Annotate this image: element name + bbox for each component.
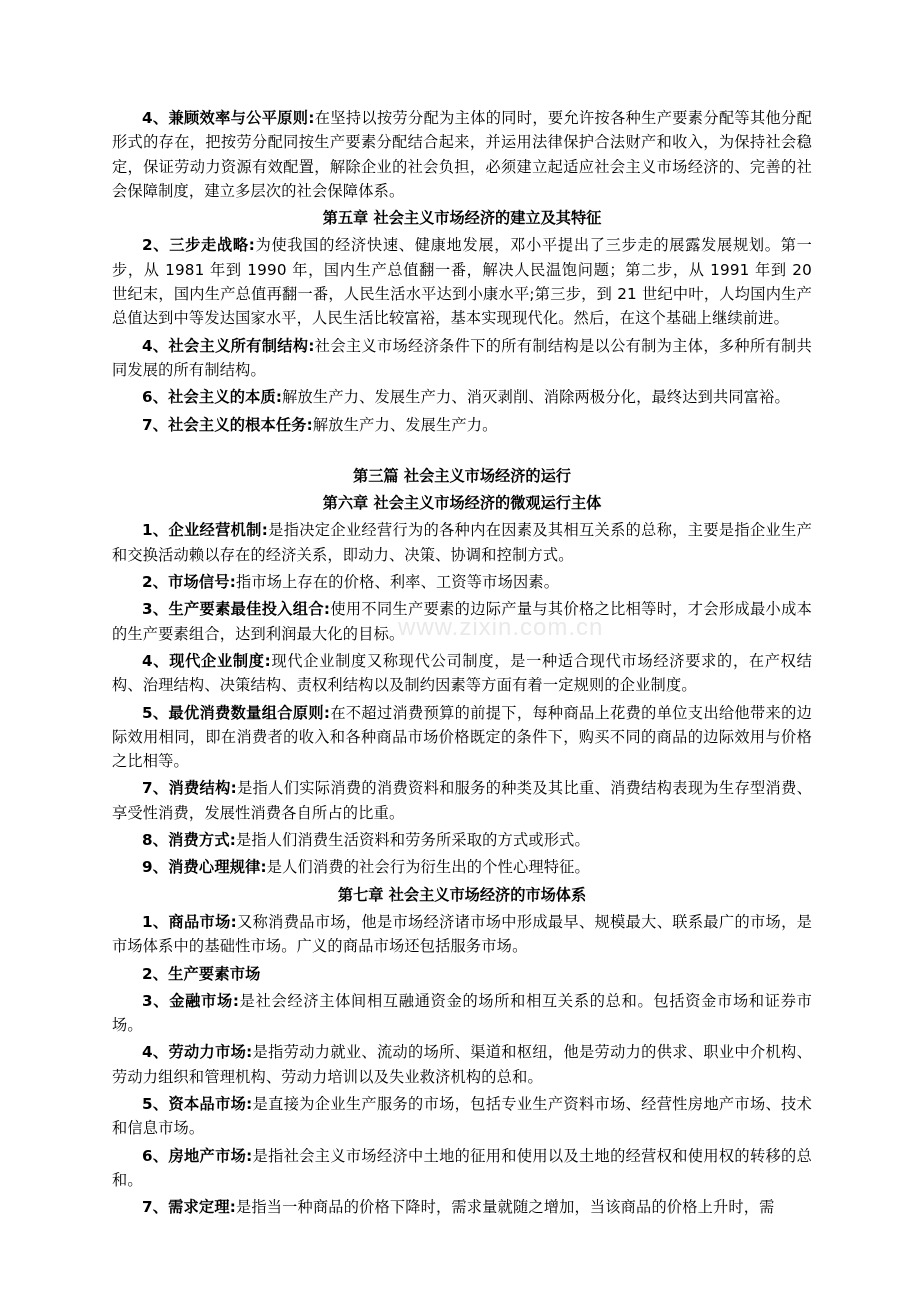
term-definition: 是指社会主义市场经济中土地的征用和使用以及土地的经营权和使用权的转移的总和。 [112, 1146, 812, 1189]
term-label: 7、社会主义的根本任务: [142, 415, 313, 434]
paragraph-demand-law [112, 1195, 812, 1219]
paragraph-efficiency-fairness [112, 106, 812, 203]
term-label: 4、社会主义所有制结构: [142, 336, 315, 355]
paragraph-commodity-market [112, 910, 812, 959]
paragraph-modern-enterprise [112, 649, 812, 698]
paragraph-ownership-structure [112, 334, 812, 383]
paragraph-socialism-essence [112, 385, 812, 409]
paragraph-consumption-structure [112, 776, 812, 825]
term-definition: 指市场上存在的价格、利率、工资等市场因素。 [235, 573, 560, 592]
paragraph-labor-market [112, 1040, 812, 1089]
term-label: 4、劳动力市场: [142, 1043, 253, 1062]
term-label: 6、社会主义的本质: [142, 388, 283, 407]
chapter5-title: 第五章 社会主义市场经济的建立及其特征 [322, 209, 602, 228]
paragraph-financial-market [112, 989, 812, 1038]
paragraph-consumption-mode [112, 828, 812, 852]
term-definition: 解放生产力、发展生产力。 [312, 415, 498, 434]
paragraph-capital-goods-market [112, 1092, 812, 1141]
term-label: 3、金融市场: [142, 991, 240, 1010]
document-page [112, 106, 812, 1222]
paragraph-optimal-consumption [112, 701, 812, 774]
term-definition: 使用不同生产要素的边际产量与其价格之比相等时，才会形成最小成本的生产要素组合，达到利润最大化的目标。 [112, 600, 812, 643]
term-label: 1、企业经营机制: [142, 521, 268, 540]
term-label: 5、资本品市场: [142, 1094, 253, 1113]
term-definition: 是指人们消费生活资料和劳务所采取的方式或形式。 [235, 831, 590, 850]
term-label: 7、需求定理: [142, 1198, 236, 1217]
part3-title: 第三篇 社会主义市场经济的运行 [353, 466, 571, 485]
term-label: 4、兼顾效率与公平原则: [142, 109, 315, 127]
term-definition: 是直接为企业生产服务的市场，包括专业生产资料市场、经营性房地产市场、技术和信息市场。 [112, 1094, 812, 1138]
term-label: 5、最优消费数量组合原则: [142, 703, 331, 722]
chapter6-title: 第六章 社会主义市场经济的微观运行主体 [322, 494, 602, 513]
paragraph-enterprise-mechanism [112, 518, 812, 567]
term-definition: 在不超过消费预算的前提下，每种商品上花费的单位支出给他带来的边际效用相同，即在消费者的收入和各种商品市场价格既定的条件下，购买不同的商品的边际效用与价格之比相等。 [112, 703, 812, 771]
term-definition: 是社会经济主体间相互融通资金的场所和相互关系的总和。包括资金市场和证券市场。 [112, 991, 813, 1035]
paragraph-three-steps [112, 233, 812, 330]
term-label: 8、消费方式: [142, 831, 236, 850]
paragraph-market-signal [112, 570, 812, 594]
term-definition: 是指人们实际消费的消费资料和服务的种类及其比重、消费结构表现为生存型消费、享受性消费，发展性消费各自所占的比重。 [112, 779, 813, 822]
watermark: www.zixin.com.cn [398, 614, 604, 641]
paragraph-factor-market [112, 962, 812, 986]
chapter7-title: 第七章 社会主义市场经济的市场体系 [337, 885, 587, 904]
term-definition: 解放生产力、发展生产力、消灭剥削、消除两极分化，最终达到共同富裕。 [282, 388, 790, 407]
paragraph-factor-combination [112, 597, 812, 646]
paragraph-consumer-psychology [112, 855, 812, 879]
spacer [112, 440, 812, 464]
term-definition: 是指当一种商品的价格下降时，需求量就随之增加，当该商品的价格上升时，需 [235, 1198, 775, 1217]
term-definition: 是指决定企业经营行为的各种内在因素及其相互关系的总称，主要是指企业生产和交换活动赖以存在的经济关系，即动力、决策、协调和控制方式。 [112, 521, 812, 564]
term-label: 3、生产要素最佳投入组合: [142, 600, 331, 619]
term-label: 2、三步走战略: [142, 236, 256, 255]
term-definition: 是人们消费的社会行为衍生出的个性心理特征。 [266, 858, 590, 877]
paragraph-real-estate-market [112, 1144, 812, 1193]
term-label: 1、商品市场: [142, 912, 237, 931]
term-definition: 现代企业制度又称现代公司制度，是一种适合现代市场经济要求的，在产权结构、治理结构、决策结构、责权利结构以及制约因素等方面有着一定规则的企业制度。 [112, 651, 812, 695]
term-label: 2、生产要素市场 [142, 964, 261, 983]
term-definition: 在坚持以按劳分配为主体的同时，要允许按各种生产要素分配等其他分配形式的存在，把按劳分配同按生产要素分配结合起来，并运用法律保护合法财产和收入，为保持社会稳定，保证劳动力资源有效配置，解除企业的社会负担，必须建立起适应社会主义市场经济的、完善的社会保障制度，建立多层次的社会保障体系。 [112, 109, 812, 200]
paragraph-socialism-task [112, 413, 812, 437]
term-label: 7、消费结构: [142, 779, 237, 798]
term-label: 2、市场信号: [142, 573, 236, 592]
term-definition: 社会主义市场经济条件下的所有制结构是以公有制为主体，多种所有制共同发展的所有制结构。 [112, 336, 812, 379]
term-label: 4、现代企业制度: [142, 651, 271, 670]
term-label: 9、消费心理规律: [142, 858, 267, 877]
term-definition: 又称消费品市场，他是市场经济诸市场中形成最早、规模最大、联系最广的市场，是市场体系中的基础性市场。广义的商品市场还包括服务市场。 [112, 912, 813, 956]
term-definition: 是指劳动力就业、流动的场所、渠道和枢纽，他是劳动力的供求、职业中介机构、劳动力组织和管理机构、劳动力培训以及失业救济机构的总和。 [112, 1043, 812, 1086]
term-label: 6、房地产市场: [142, 1146, 253, 1165]
term-definition: 为使我国的经济快速、健康地发展，邓小平提出了三步走的展露发展规划。第一步，从 1981 年到 1990 年，国内生产总值翻一番，解决人民温饱问题；第二步，从 1991 年到 20 世纪末，国内生产总值再翻一番，人民生活水平达到小康水平;第三步，到 21 世纪中叶，人均国内生产总值达到中等发达国家水平，人民生活比较富裕，基本实现现代化。然后，在这个基础上继续前进。 [112, 236, 812, 328]
